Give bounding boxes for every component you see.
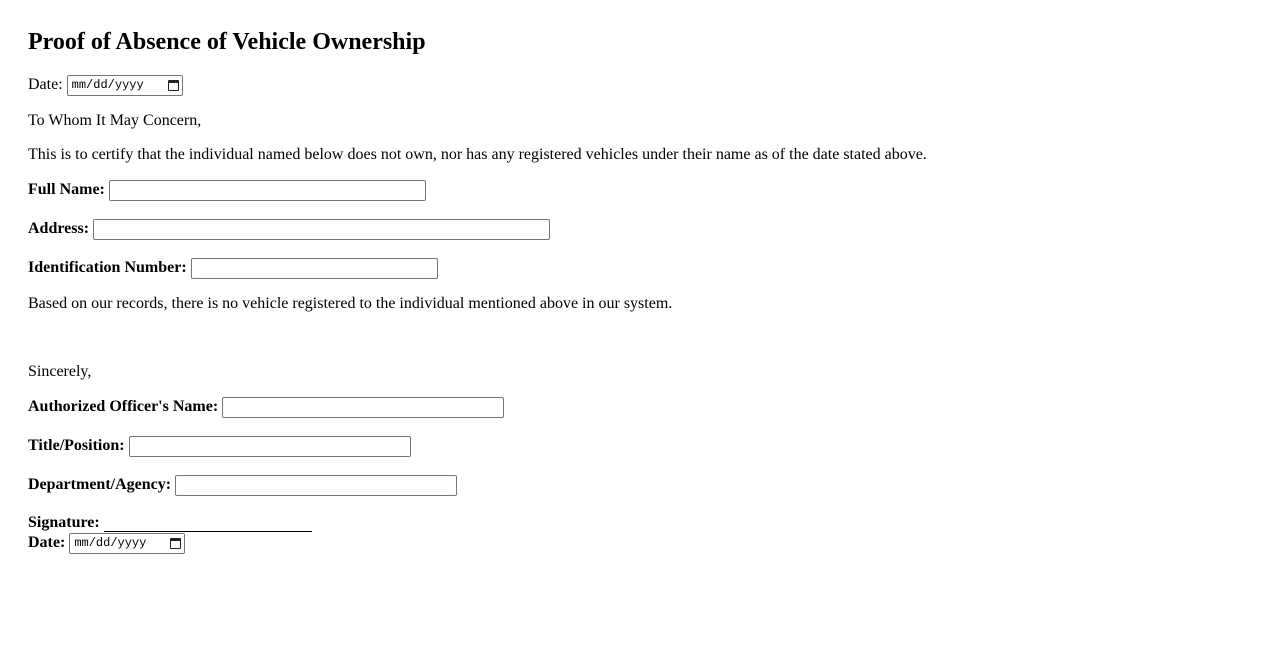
records-text: Based on our records, there is no vehicle registered to the individual mentioned above in our system. (28, 295, 673, 312)
id-number-label: Identification Number: (28, 259, 187, 276)
date-input[interactable] (67, 75, 183, 96)
title-position-input[interactable] (129, 436, 411, 457)
date-placeholder: mm/dd/yyyy (71, 78, 144, 92)
date-label: Date: (28, 76, 63, 93)
address-row (28, 218, 550, 240)
salutation: To Whom It May Concern, (28, 112, 202, 129)
certify-text: This is to certify that the individual named below does not own, nor has any registered vehicles under their name as of the date stated above. (28, 146, 927, 163)
id-number-input[interactable] (191, 258, 438, 279)
address-input[interactable] (93, 219, 550, 240)
officer-name-label: Authorized Officer's Name: (28, 398, 219, 415)
signature-line (104, 516, 312, 532)
closing-text: Sincerely, (28, 363, 92, 380)
department-row (28, 474, 457, 496)
officer-name-row (28, 396, 504, 418)
calendar-icon[interactable] (170, 538, 181, 549)
officer-date-placeholder: mm/dd/yyyy (74, 536, 147, 550)
officer-date-input[interactable] (69, 533, 185, 554)
full-name-label: Full Name: (28, 181, 105, 198)
signature-label: Signature: (28, 514, 100, 531)
officer-name-input[interactable] (222, 397, 504, 418)
title-position-row (28, 435, 411, 457)
department-label: Department/Agency: (28, 476, 172, 493)
date-row (28, 74, 183, 96)
address-label: Address: (28, 220, 90, 237)
title-position-label: Title/Position: (28, 437, 125, 454)
full-name-input[interactable] (109, 180, 426, 201)
signature-row (28, 514, 312, 532)
officer-date-row (28, 532, 185, 554)
department-input[interactable] (175, 475, 457, 496)
calendar-icon[interactable] (168, 80, 179, 91)
page-title: Proof of Absence of Vehicle Ownership (28, 29, 426, 55)
full-name-row (28, 179, 426, 201)
id-number-row (28, 257, 438, 279)
officer-date-label: Date: (28, 534, 66, 551)
